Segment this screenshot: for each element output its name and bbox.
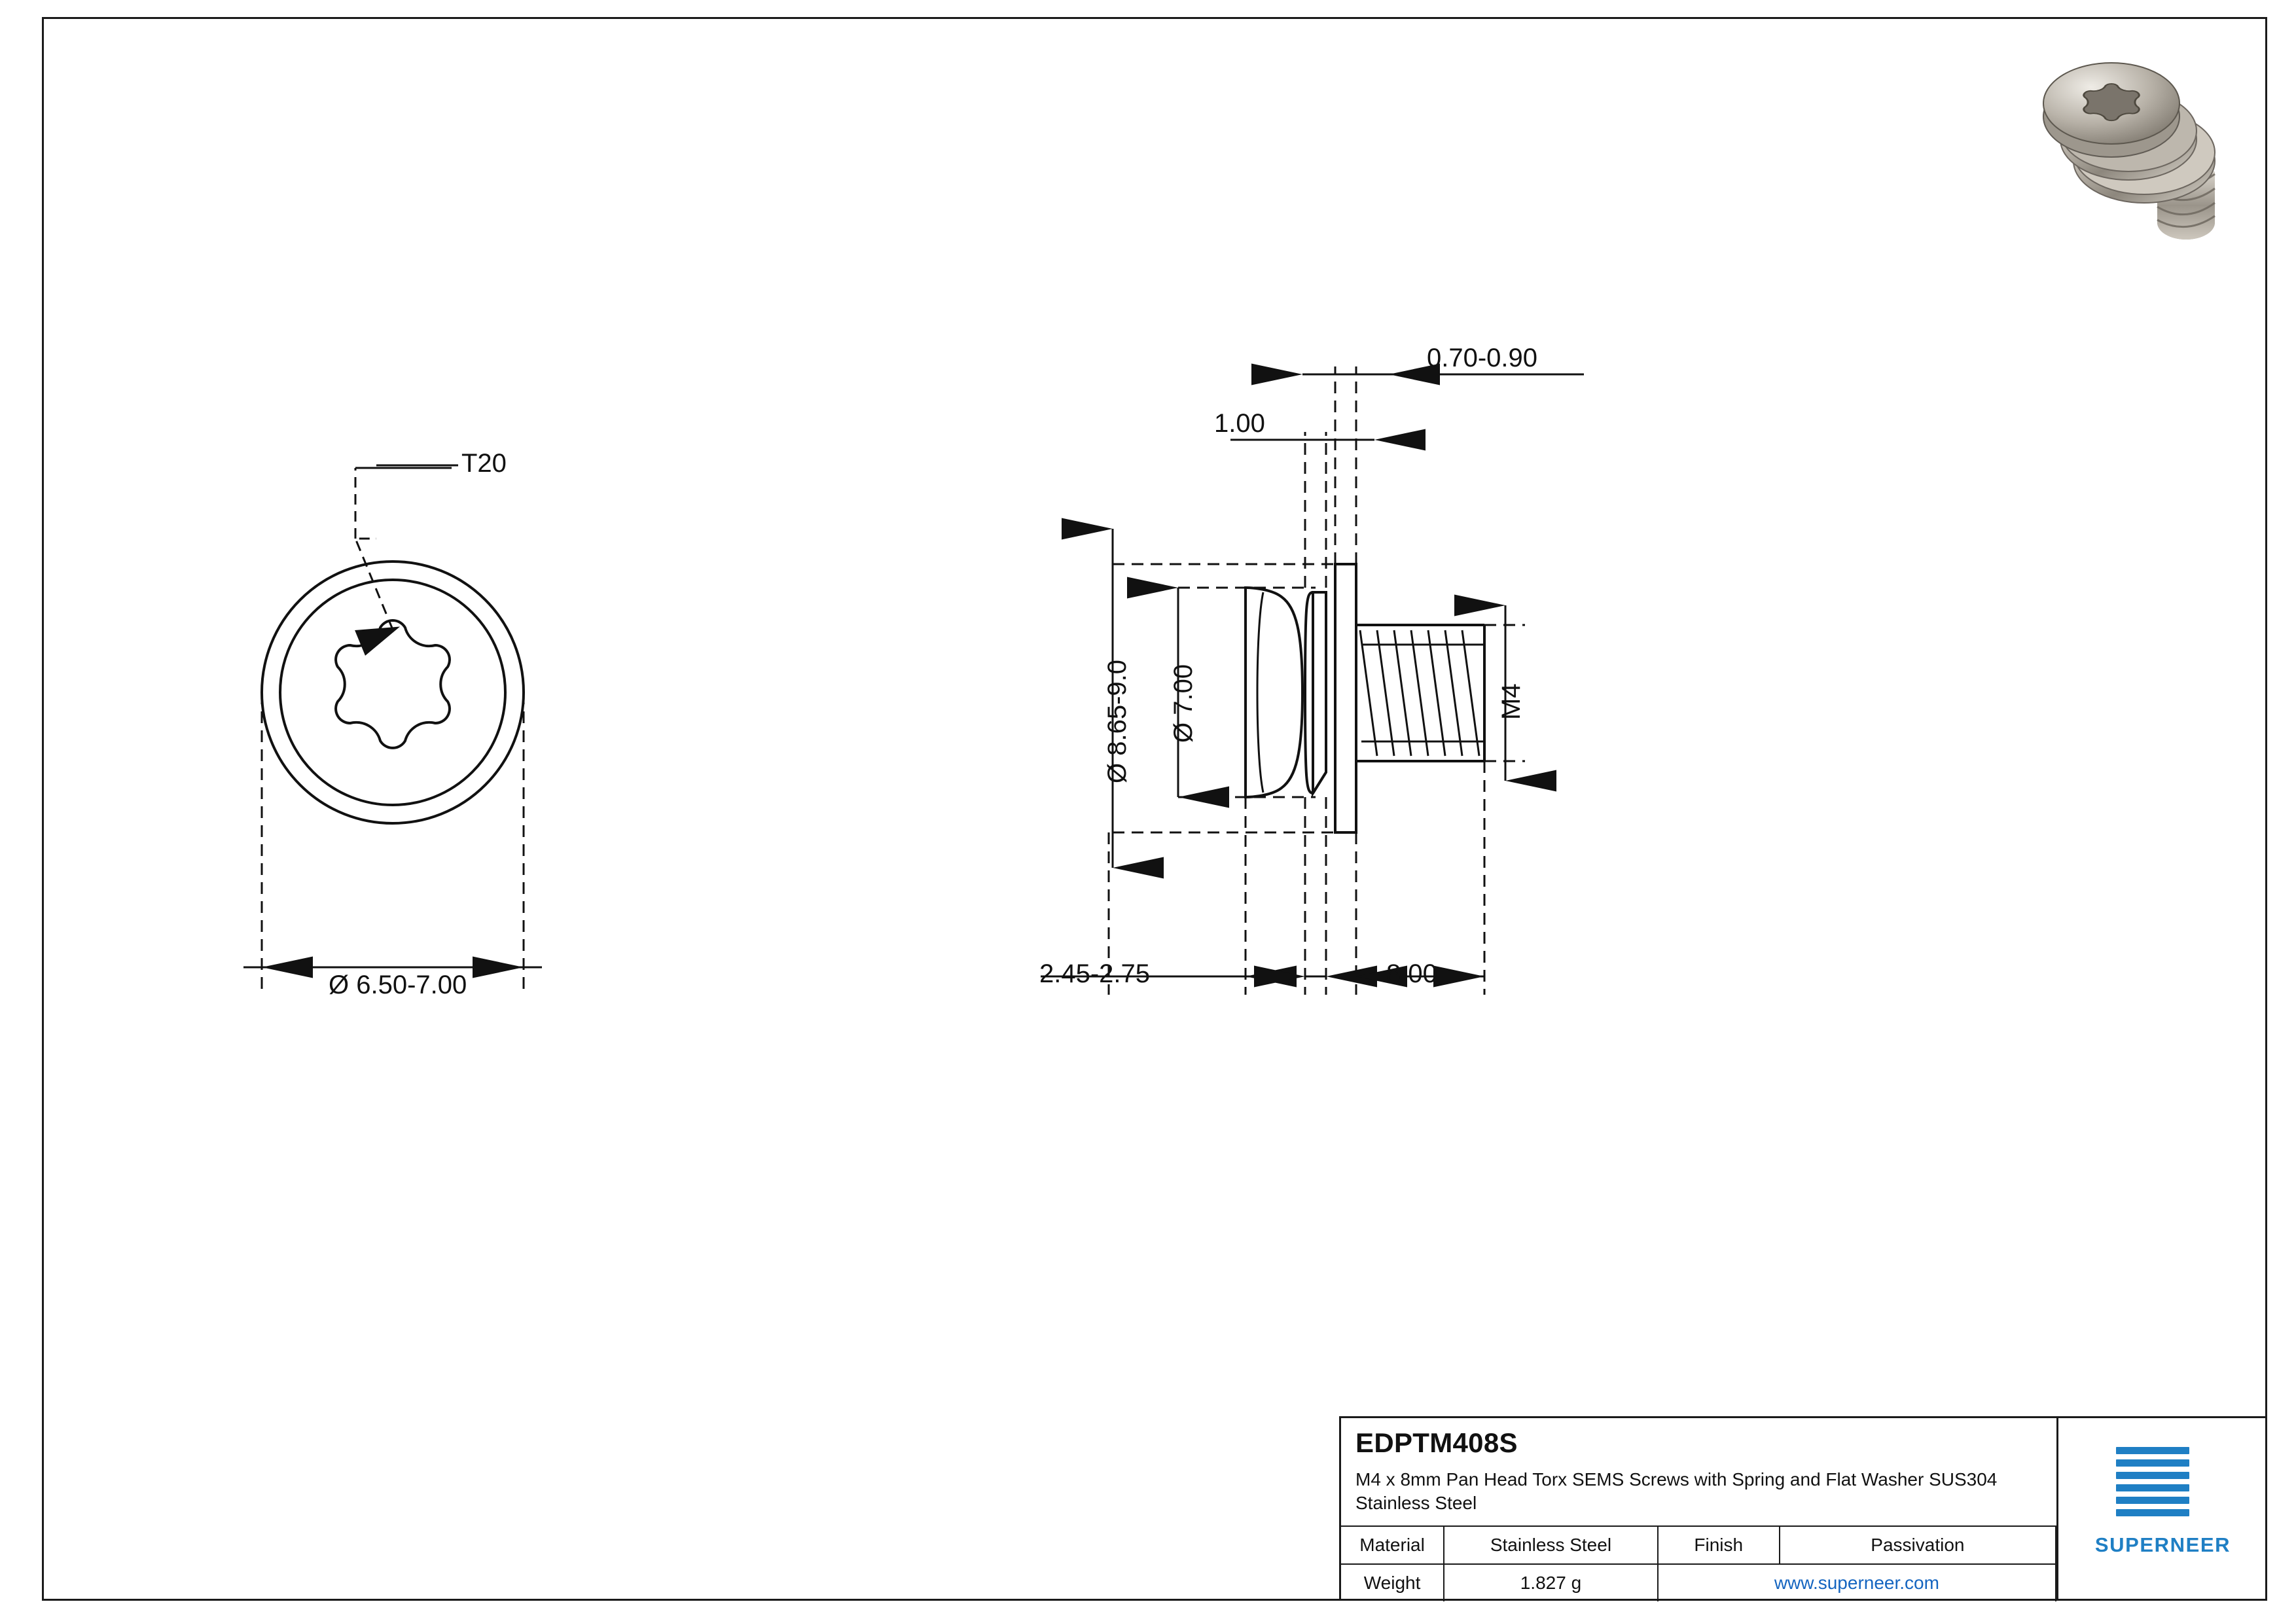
brand-name: SUPERNEER [2094,1533,2231,1556]
dim-head-diameter: Ø 6.50-7.00 [329,971,467,999]
logo-bars-icon [2116,1447,2189,1518]
weight-label: Weight [1341,1564,1444,1601]
table-row [1341,1564,2056,1601]
website-cell[interactable] [1658,1564,2056,1601]
title-block [1339,1416,2267,1601]
spec-table [1341,1525,2056,1601]
dim-thread-length: 8.00 [1386,959,1437,988]
dim-spring-washer-thickness: 1.00 [1214,409,1265,438]
weight-value: 1.827 g [1444,1564,1658,1601]
dim-head-height: 2.45-2.75 [1039,959,1151,988]
table-row [1341,1526,2056,1564]
part-description: M4 x 8mm Pan Head Torx SEMS Screws with Spring and Flat Washer SUS304 Stainless Steel [1355,1469,1998,1513]
screw-3d-render [1983,33,2245,275]
dim-drive-size: T20 [461,449,507,478]
dim-washer-outer-diameter: Ø 8.65-9.0 [1103,659,1132,783]
dim-flat-washer-thickness: 0.70-0.90 [1427,344,1538,372]
dim-spring-washer-diameter: Ø 7.00 [1169,664,1198,743]
dim-thread-size: M4 [1497,683,1526,720]
finish-label: Finish [1658,1526,1780,1564]
part-code: EDPTM408S [1355,1427,1518,1458]
finish-value: Passivation [1780,1526,2056,1564]
brand-logo [2058,1418,2267,1599]
material-label: Material [1341,1526,1444,1564]
drawing-frame [42,17,2267,1601]
title-block-info [1341,1418,2058,1599]
material-value: Stainless Steel [1444,1526,1658,1564]
website-link[interactable]: www.superneer.com [1774,1573,1939,1593]
